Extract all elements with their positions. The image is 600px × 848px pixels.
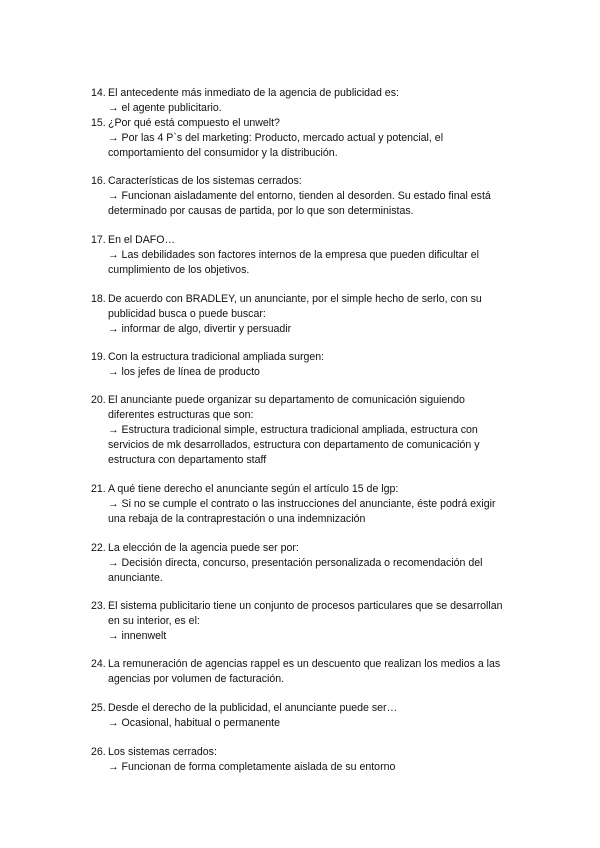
answer: [91, 131, 511, 161]
question-number: 23.: [91, 600, 106, 612]
question-text: El antecedente más inmediato de la agencia de publicidad es:: [108, 87, 399, 99]
question-text: Características de los sistemas cerrados:: [108, 175, 302, 187]
question-number: 16.: [91, 175, 106, 187]
question-24: [91, 657, 511, 687]
question-text: El sistema publicitario tiene un conjunto de procesos particulares que se desarrollan en su interior, es el:: [108, 600, 503, 627]
answer: [91, 322, 511, 337]
question-number: 15.: [91, 117, 106, 129]
arrow-icon: →: [108, 557, 119, 569]
question-23: [91, 599, 511, 644]
answer: [91, 629, 511, 644]
answer-text: Estructura tradicional simple, estructura tradicional ampliada, estructura con servicios de mk desarrollados, estructura con departamento de comunicación y estructura con departamento staff: [108, 424, 480, 466]
question-number: 24.: [91, 658, 106, 670]
question-number: 18.: [91, 293, 106, 305]
answer-text: Si no se cumple el contrato o las instrucciones del anunciante, éste podrá exigir una rebaja de la contraprestación o una indemnización: [108, 498, 496, 525]
question-25: [91, 701, 511, 731]
question-26: [91, 745, 511, 775]
answer: [91, 248, 511, 278]
question-text: ¿Por qué está compuesto el unwelt?: [108, 117, 280, 129]
question-text: En el DAFO…: [108, 234, 176, 246]
question-21: [91, 482, 511, 527]
question-text: Desde el derecho de la publicidad, el anunciante puede ser…: [108, 702, 398, 714]
arrow-icon: →: [108, 717, 119, 729]
question-17: [91, 233, 511, 278]
question-number: 19.: [91, 351, 106, 363]
question-number: 21.: [91, 483, 106, 495]
question-15: [91, 116, 511, 161]
question-22: [91, 541, 511, 586]
answer: [91, 101, 511, 116]
question-text: Los sistemas cerrados:: [108, 746, 217, 758]
answer-text: Por las 4 P`s del marketing: Producto, mercado actual y potencial, el comportamiento del consumidor y la distribución.: [108, 132, 444, 159]
question-text: A qué tiene derecho el anunciante según el artículo 15 de lgp:: [108, 483, 399, 495]
question-number: 22.: [91, 542, 106, 554]
answer: [91, 189, 511, 219]
answer: [91, 497, 511, 527]
question-number: 17.: [91, 234, 106, 246]
question-20: [91, 393, 511, 468]
answer-text: el agente publicitario.: [121, 102, 222, 114]
arrow-icon: →: [108, 498, 119, 510]
arrow-icon: →: [108, 323, 119, 335]
arrow-icon: →: [108, 102, 119, 114]
answer: [91, 716, 511, 731]
question-19: [91, 350, 511, 380]
question-14: [91, 86, 511, 116]
arrow-icon: →: [108, 366, 119, 378]
answer: [91, 423, 511, 468]
arrow-icon: →: [108, 249, 119, 261]
question-16: [91, 174, 511, 219]
question-text: El anunciante puede organizar su departamento de comunicación siguiendo diferentes estructuras que son:: [108, 394, 465, 421]
answer: [91, 365, 511, 380]
question-18: [91, 292, 511, 337]
question-number: 20.: [91, 394, 106, 406]
answer-text: Funcionan de forma completamente aislada de su entorno: [121, 761, 396, 773]
arrow-icon: →: [108, 190, 119, 202]
answer: [91, 556, 511, 586]
question-text: La remuneración de agencias rappel es un descuento que realizan los medios a las agencias por volumen de facturación.: [108, 658, 501, 685]
question-text: Con la estructura tradicional ampliada surgen:: [108, 351, 325, 363]
answer-text: Decisión directa, concurso, presentación personalizada o recomendación del anunciante.: [108, 557, 483, 584]
answer-text: Funcionan aisladamente del entorno, tienden al desorden. Su estado final está determinado por causas de partida, por lo que son deterministas.: [108, 190, 491, 217]
question-number: 25.: [91, 702, 106, 714]
answer-text: informar de algo, divertir y persuadir: [121, 323, 292, 335]
arrow-icon: →: [108, 424, 119, 436]
arrow-icon: →: [108, 761, 119, 773]
answer-text: Las debilidades son factores internos de la empresa que pueden dificultar el cumplimiento de los objetivos.: [108, 249, 480, 276]
question-text: La elección de la agencia puede ser por:: [108, 542, 299, 554]
arrow-icon: →: [108, 630, 119, 642]
answer-text: innenwelt: [121, 630, 167, 642]
question-text: De acuerdo con BRADLEY, un anunciante, por el simple hecho de serlo, con su publicidad busca o puede buscar:: [108, 293, 482, 320]
answer: [91, 760, 511, 775]
question-number: 26.: [91, 746, 106, 758]
arrow-icon: →: [108, 132, 119, 144]
answer-text: los jefes de línea de producto: [121, 366, 260, 378]
answer-text: Ocasional, habitual o permanente: [121, 717, 280, 729]
question-number: 14.: [91, 87, 106, 99]
